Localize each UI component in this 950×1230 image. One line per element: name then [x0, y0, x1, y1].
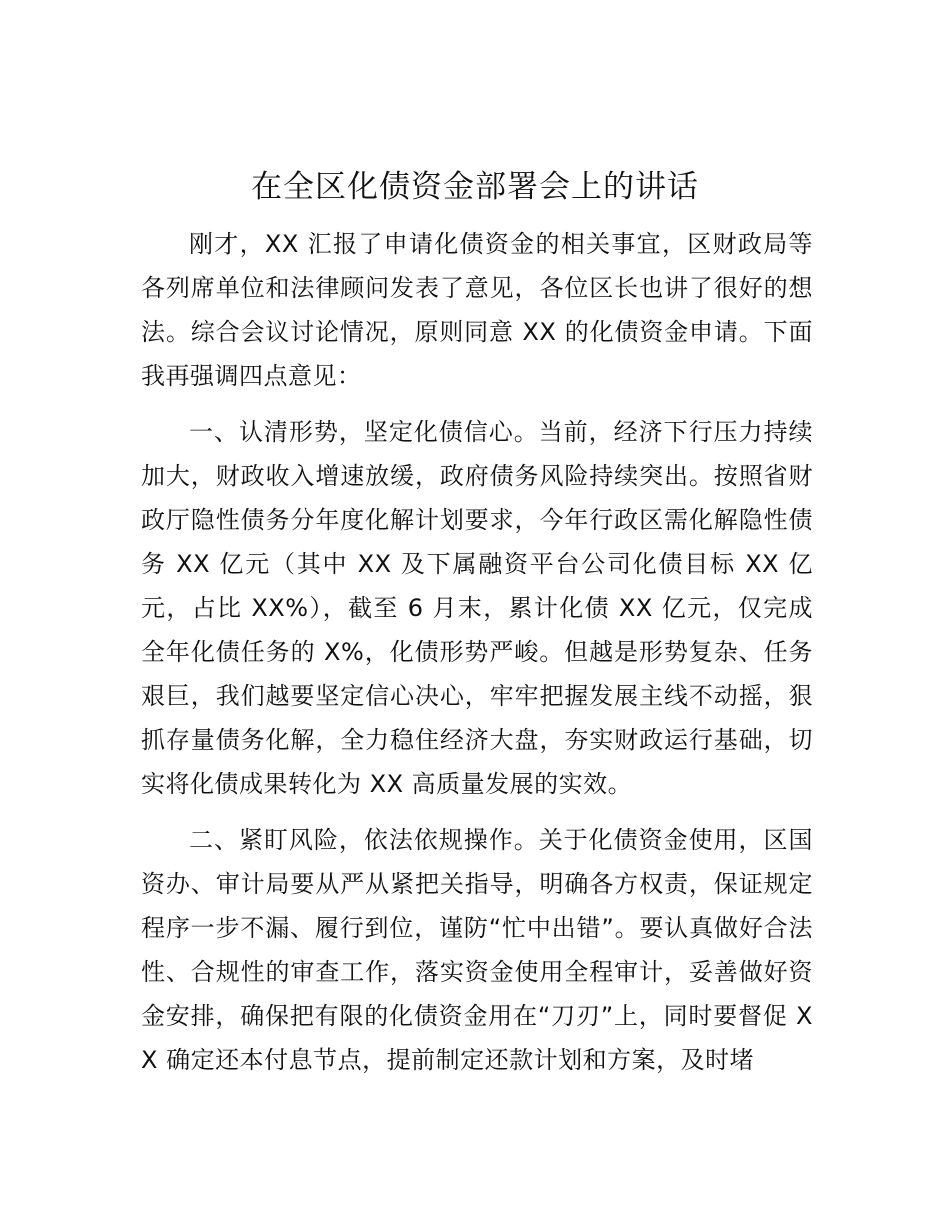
document-title: 在全区化债资金部署会上的讲话	[251, 169, 699, 205]
paragraph-point-one: 一、认清形势，坚定化债信心。当前，经济下行压力持续加大，财政收入增速放缓，政府债务风险持续突出。按照省财政厅隐性债务分年度化解计划要求，今年行政区需化解隐性债务 XX 亿元（其中 XX 及下属融资平台公司化债目标 XX 亿元，占比 XX%），截至 6 月末，累计化债 XX 亿元，仅完成全年化债任务的 X%，化债形势严峻。但越是形势复杂、任务艰巨，我们越要坚定信心决心，牢牢把握发展主线不动摇，狠抓存量债务化解，全力稳住经济大盘，夯实财政运行基础，切实将化债成果转化为 XX 高质量发展的实效。	[141, 418, 813, 798]
paragraph-point-two: 二、紧盯风险，依法依规操作。关于化债资金使用，区国资办、审计局要从严从紧把关指导，明确各方权责，保证规定程序一步不漏、履行到位，谨防“忙中出错”。要认真做好合法性、合规性的审查工作，落实资金使用全程审计，妥善做好资金安排，确保把有限的化债资金用在“刀刃”上，同时要督促 XX 确定还本付息节点，提前制定还款计划和方案，及时堵	[141, 826, 813, 1074]
document-body	[141, 222, 813, 1094]
paragraph-intro: 刚才，XX 汇报了申请化债资金的相关事宜，区财政局等各列席单位和法律顾问发表了意见，各位区长也讲了很好的想法。综合会议讨论情况，原则同意 XX 的化债资金申请。下面我再强调四点意见：	[141, 230, 813, 390]
